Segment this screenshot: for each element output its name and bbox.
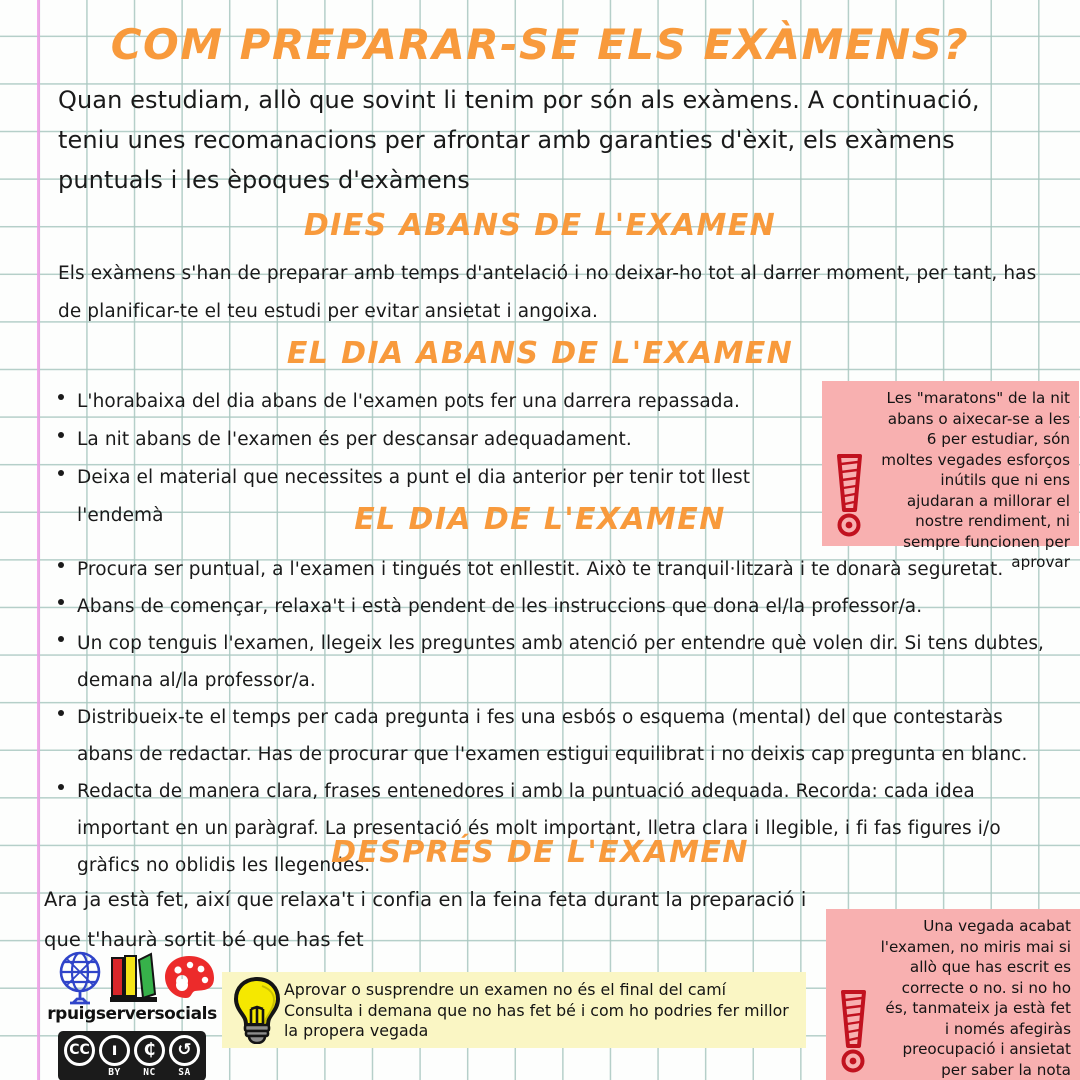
cc-icon: CC	[64, 1035, 95, 1066]
tip-text: Aprovar o susprendre un examen no és el final del camí Consulta i demana que no has fet bé i com ho podries fer millor la propera vegada	[284, 980, 789, 1040]
footer-logo	[46, 950, 218, 1080]
cc-mark-nc	[134, 1035, 165, 1078]
warning-callout-bottom	[826, 909, 1080, 1080]
warning-text-top: Les "maratons" de la nit abans o aixecar-se a les 6 per estudiar, són moltes vegades esforços inútils que ni ens ajudaran a millorar el nostre rendiment, ni sempre funcionen per aprovar	[881, 389, 1070, 571]
cc-mark-cc	[64, 1035, 95, 1078]
logo-icon-row	[46, 950, 218, 1006]
section-heading-el-dia-abans: EL DIA ABANS DE L'EXAMEN	[286, 336, 794, 371]
list-item: Redacta de manera clara, frases entenedores i amb la puntuació adequada. Recorda: cada idea important en un paràgraf. La presentació és molt important, lletra clara i llegible, i fi fas figures i/o gràfics no oblidis les llegendes.	[52, 773, 1052, 884]
cc-label-nc: NC	[143, 1066, 156, 1078]
list-item: Un cop tenguis l'examen, llegeix les preguntes amb atenció per entendre què volen dir. Si tens dubtes, demana al/la professor/a.	[52, 625, 1052, 699]
globe-icon	[54, 950, 106, 1006]
list-item: L'horabaixa del dia abans de l'examen pots fer una darrera repassada.	[52, 383, 797, 421]
list-item: Abans de començar, relaxa't i està pendent de les instruccions que dona el/la professor/a.	[52, 588, 1052, 625]
cc-mark-by	[99, 1035, 130, 1078]
exclamation-icon	[833, 988, 873, 1074]
warning-text-bottom: Una vegada acabat l'examen, no miris mai si allò que has escrit es correcte o no. si no ho és, tanmateix ja està fet i només afegiràs preocupació i ansietat per saber la nota	[880, 917, 1071, 1079]
section-heading-despres: DESPRÉS DE L'EXAMEN	[331, 835, 749, 870]
logo-name: rpuigserversocials	[47, 1004, 217, 1024]
section-paragraph-dies-abans: Els exàmens s'han de preparar amb temps d'antelació i no deixar-ho tot al darrer moment, per tant, has de planificar-te el teu estudi per evitar ansietat i angoixa.	[58, 263, 1037, 322]
person-icon: ı	[99, 1035, 130, 1066]
section-heading-el-dia: EL DIA DE L'EXAMEN	[354, 502, 726, 537]
share-alike-icon: ↺	[169, 1035, 200, 1066]
intro-paragraph: Quan estudiam, allò que sovint li tenim por són als exàmens. A continuació, teniu unes recomanacions per afrontar amb garanties d'èxit, els exàmens puntuals i les èpoques d'exàmens	[58, 86, 980, 194]
warning-callout-top	[822, 381, 1079, 571]
creative-commons-badge	[58, 1031, 206, 1080]
lightbulb-icon	[232, 976, 282, 1044]
exclamation-icon	[829, 452, 869, 538]
section-paragraph-despres: Ara ja està fet, així que relaxa't i confia en la feina feta durant la preparació i que t'haurà sortit bé que has fet	[44, 888, 807, 951]
list-item: La nit abans de l'examen és per descansar adequadament.	[52, 421, 797, 459]
list-item: Procura ser puntual, a l'examen i tingués tot enllestit. Això te tranquil·litzarà i te donarà seguretat.	[52, 551, 1052, 588]
palette-icon	[164, 954, 216, 1004]
list-item: Deixa el material que necessites a punt el dia anterior per tenir tot llest l'endemà	[52, 459, 797, 535]
crossed-currency-icon: ₵	[134, 1035, 165, 1066]
tip-callout	[222, 972, 806, 1048]
cc-label-by: BY	[108, 1066, 121, 1078]
page-title: COM PREPARAR-SE ELS EXÀMENS?	[110, 20, 970, 69]
books-icon	[110, 952, 158, 1006]
cc-mark-sa	[169, 1035, 200, 1078]
list-item: Distribueix-te el temps per cada pregunta i fes una esbós o esquema (mental) del que contestaràs abans de redactar. Has de procurar que l'examen estigui equilibrat i no deixis cap pregunta en blanc.	[52, 699, 1052, 773]
cc-label-sa: SA	[178, 1066, 191, 1078]
section-heading-dies-abans: DIES ABANS DE L'EXAMEN	[303, 208, 777, 243]
